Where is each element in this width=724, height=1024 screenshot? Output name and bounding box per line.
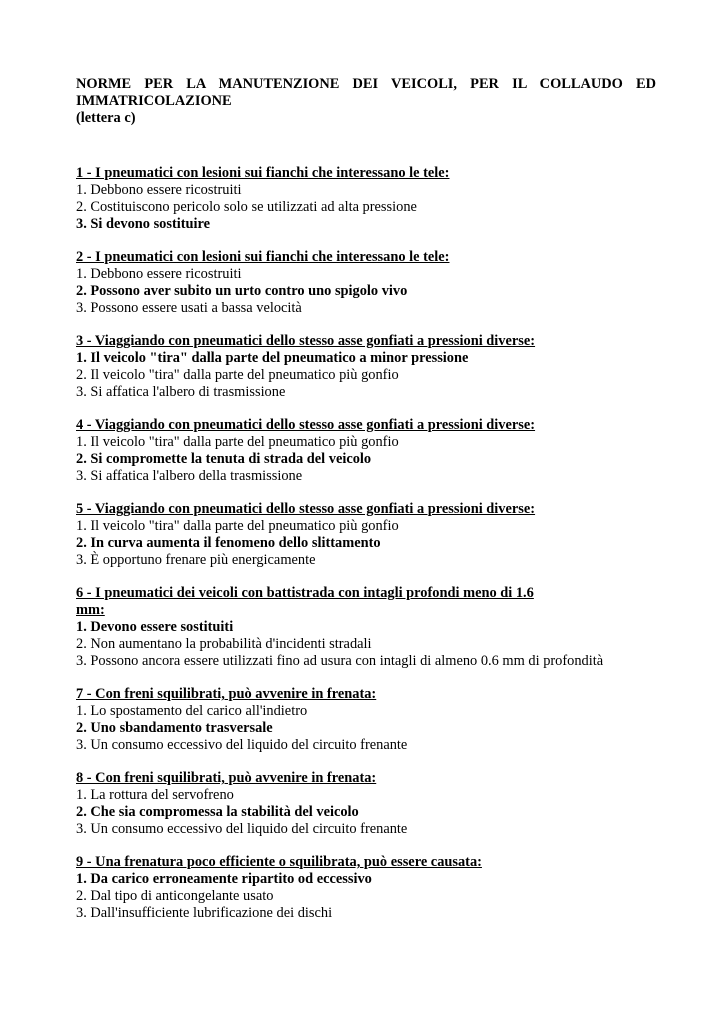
answer-option: 1. Il veicolo "tira" dalla parte del pneumatico più gonfio: [76, 434, 399, 450]
answer-option: 2. Costituiscono pericolo solo se utilizzati ad alta pressione: [76, 199, 417, 215]
answer-correct: 2. In curva aumenta il fenomeno dello slittamento: [76, 535, 381, 551]
question-text: 7 - Con freni squilibrati, può avvenire in frenata:: [76, 686, 377, 702]
question-block-9: [76, 854, 656, 922]
answer-option: 3. Un consumo eccessivo del liquido del circuito frenante: [76, 737, 408, 753]
question-text: 1 - I pneumatici con lesioni sui fianchi che interessano le tele:: [76, 165, 450, 181]
answer-option: 1. Debbono essere ricostruiti: [76, 182, 242, 198]
question-text: 5 - Viaggiando con pneumatici dello stesso asse gonfiati a pressioni diverse:: [76, 501, 536, 517]
answer-option: 1. Il veicolo "tira" dalla parte del pneumatico più gonfio: [76, 518, 399, 534]
document-title: [76, 76, 656, 110]
question-block-6: [76, 585, 656, 670]
answer-option: 2. Dal tipo di anticongelante usato: [76, 888, 274, 904]
answer-correct: 3. Si devono sostituire: [76, 216, 211, 232]
document-page: [76, 76, 656, 938]
question-text: 9 - Una frenatura poco efficiente o squilibrata, può essere causata:: [76, 854, 482, 870]
answer-option: 3. Dall'insufficiente lubrificazione dei dischi: [76, 905, 333, 921]
question-text: 4 - Viaggiando con pneumatici dello stesso asse gonfiati a pressioni diverse:: [76, 417, 536, 433]
answer-correct: 1. Devono essere sostituiti: [76, 619, 234, 635]
answer-option: 2. Non aumentano la probabilità d'incidenti stradali: [76, 636, 372, 652]
answer-option: 3. Si affatica l'albero di trasmissione: [76, 384, 286, 400]
answer-correct: 2. Possono aver subito un urto contro uno spigolo vivo: [76, 283, 408, 299]
question-block-2: [76, 249, 656, 317]
answer-option: 1. Lo spostamento del carico all'indietro: [76, 703, 308, 719]
question-list: [76, 165, 656, 922]
answer-option: 1. La rottura del servofreno: [76, 787, 234, 803]
answer-correct: 1. Il veicolo "tira" dalla parte del pneumatico a minor pressione: [76, 350, 469, 366]
question-block-7: [76, 686, 656, 754]
answer-option: 3. Possono ancora essere utilizzati fino ad usura con intagli di almeno 0.6 mm di profondità: [76, 653, 604, 669]
answer-option: 2. Il veicolo "tira" dalla parte del pneumatico più gonfio: [76, 367, 399, 383]
question-block-8: [76, 770, 656, 838]
question-block-5: [76, 501, 656, 569]
question-block-4: [76, 417, 656, 485]
question-block-3: [76, 333, 656, 401]
question-text: 8 - Con freni squilibrati, può avvenire in frenata:: [76, 770, 377, 786]
document-title-line1: NORME PER LA MANUTENZIONE DEI VEICOLI, PER IL COLLAUDO ED: [76, 76, 656, 92]
question-text: 2 - I pneumatici con lesioni sui fianchi che interessano le tele:: [76, 249, 450, 265]
answer-correct: 2. Si compromette la tenuta di strada del veicolo: [76, 451, 372, 467]
question-text: 3 - Viaggiando con pneumatici dello stesso asse gonfiati a pressioni diverse:: [76, 333, 536, 349]
answer-option: 3. Un consumo eccessivo del liquido del circuito frenante: [76, 821, 408, 837]
answer-option: 3. È opportuno frenare più energicamente: [76, 552, 316, 568]
question-block-1: [76, 165, 656, 233]
answer-option: 1. Debbono essere ricostruiti: [76, 266, 242, 282]
answer-option: 3. Possono essere usati a bassa velocità: [76, 300, 302, 316]
answer-option: 3. Si affatica l'albero della trasmissione: [76, 468, 303, 484]
answer-correct: 2. Che sia compromessa la stabilità del veicolo: [76, 804, 359, 820]
answer-correct: 2. Uno sbandamento trasversale: [76, 720, 273, 736]
answer-correct: 1. Da carico erroneamente ripartito od eccessivo: [76, 871, 372, 887]
document-title-line2: IMMATRICOLAZIONE: [76, 93, 232, 109]
document-subtitle: (lettera c): [76, 110, 136, 126]
question-text: 6 - I pneumatici dei veicoli con battistrada con intagli profondi meno di 1.6 mm:: [76, 585, 534, 618]
